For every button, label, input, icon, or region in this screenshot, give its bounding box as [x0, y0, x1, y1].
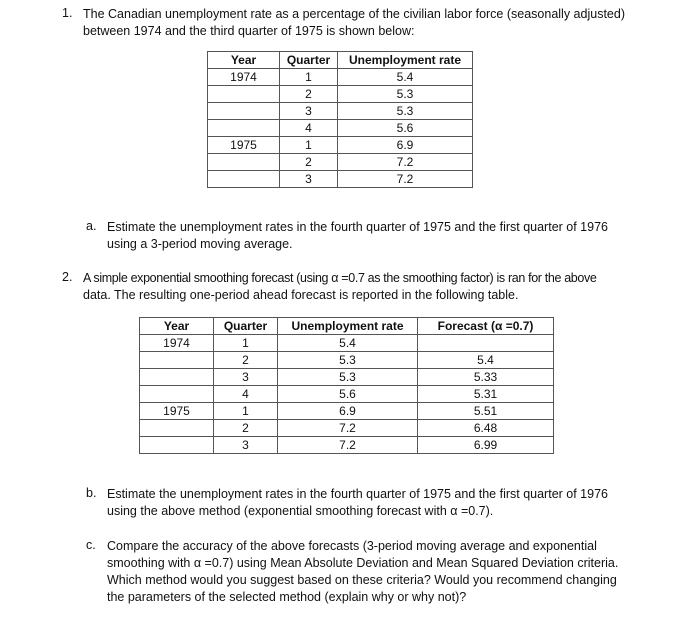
cell-rate: 7.2	[278, 420, 418, 437]
header-quarter: Quarter	[280, 52, 338, 69]
subquestion-c-label: c.	[86, 538, 96, 552]
cell-rate: 5.3	[278, 352, 418, 369]
subquestion-a-line-2: using a 3-period moving average.	[107, 237, 293, 251]
cell-rate: 6.9	[338, 137, 473, 154]
cell-quarter: 4	[280, 120, 338, 137]
cell-rate: 5.4	[278, 335, 418, 352]
cell-year	[140, 420, 214, 437]
cell-forecast: 5.4	[418, 352, 554, 369]
table-row	[140, 386, 554, 403]
cell-year	[208, 86, 280, 103]
question-2-number: 2.	[62, 270, 73, 284]
question-1-line-2: between 1974 and the third quarter of 1975 is shown below:	[83, 24, 415, 38]
cell-year: 1975	[140, 403, 214, 420]
question-1-number: 1.	[62, 6, 73, 20]
cell-rate: 5.3	[338, 103, 473, 120]
cell-quarter: 2	[214, 420, 278, 437]
question-2-text	[83, 270, 688, 304]
header-forecast: Forecast (α =0.7)	[418, 318, 554, 335]
table-row	[208, 86, 473, 103]
subquestion-b-line-1: Estimate the unemployment rates in the fourth quarter of 1975 and the first quarter of 1976	[107, 487, 608, 501]
cell-year: 1974	[208, 69, 280, 86]
cell-year	[140, 369, 214, 386]
question-1-text	[83, 6, 683, 40]
table-row	[140, 352, 554, 369]
subquestion-c-line-4: the parameters of the selected method (explain why or why not)?	[107, 590, 467, 604]
header-unemployment-rate: Unemployment rate	[278, 318, 418, 335]
cell-quarter: 3	[280, 171, 338, 188]
table-row	[208, 103, 473, 120]
cell-quarter: 1	[280, 69, 338, 86]
table-row	[140, 335, 554, 352]
cell-forecast: 5.33	[418, 369, 554, 386]
table-row	[208, 154, 473, 171]
cell-year	[140, 437, 214, 454]
cell-year: 1974	[140, 335, 214, 352]
cell-quarter: 3	[280, 103, 338, 120]
table-header-row	[208, 52, 473, 69]
subquestion-c-line-2: smoothing with α =0.7) using Mean Absolute Deviation and Mean Squared Deviation criteria.	[107, 556, 619, 570]
cell-quarter: 2	[280, 86, 338, 103]
cell-forecast: 6.99	[418, 437, 554, 454]
cell-rate: 5.6	[338, 120, 473, 137]
subquestion-a-line-1: Estimate the unemployment rates in the fourth quarter of 1975 and the first quarter of 1976	[107, 220, 608, 234]
cell-quarter: 2	[280, 154, 338, 171]
cell-rate: 5.3	[338, 86, 473, 103]
cell-forecast: 6.48	[418, 420, 554, 437]
cell-year	[140, 352, 214, 369]
subquestion-b-line-2: using the above method (exponential smoothing forecast with α =0.7).	[107, 504, 494, 518]
subquestion-c-line-3: Which method would you suggest based on these criteria? Would you recommend changing	[107, 573, 617, 587]
table-row	[208, 69, 473, 86]
table-row	[208, 137, 473, 154]
cell-rate: 6.9	[278, 403, 418, 420]
cell-year	[208, 171, 280, 188]
cell-year	[208, 103, 280, 120]
forecast-table	[139, 317, 554, 454]
table-row	[140, 369, 554, 386]
table-row	[140, 437, 554, 454]
subquestion-c-line-1: Compare the accuracy of the above forecasts (3-period moving average and exponential	[107, 539, 597, 553]
cell-rate: 7.2	[338, 171, 473, 188]
cell-quarter: 1	[214, 335, 278, 352]
cell-year: 1975	[208, 137, 280, 154]
cell-year	[208, 154, 280, 171]
subquestion-a-label: a.	[86, 219, 97, 233]
cell-quarter: 3	[214, 369, 278, 386]
table-header-row	[140, 318, 554, 335]
header-year: Year	[140, 318, 214, 335]
table-row	[208, 120, 473, 137]
cell-rate: 5.3	[278, 369, 418, 386]
header-year: Year	[208, 52, 280, 69]
question-2-line-2: data. The resulting one-period ahead forecast is reported in the following table.	[83, 288, 519, 302]
question-1-line-1: The Canadian unemployment rate as a percentage of the civilian labor force (seasonally adjusted)	[83, 7, 625, 21]
cell-forecast	[418, 335, 554, 352]
header-quarter: Quarter	[214, 318, 278, 335]
subquestion-b-label: b.	[86, 486, 97, 500]
table-row	[208, 171, 473, 188]
unemployment-table	[207, 51, 473, 188]
cell-rate: 7.2	[278, 437, 418, 454]
question-2-line-1: A simple exponential smoothing forecast (using α =0.7 as the smoothing factor) is ran for the above	[83, 271, 597, 285]
cell-forecast: 5.31	[418, 386, 554, 403]
cell-quarter: 4	[214, 386, 278, 403]
cell-forecast: 5.51	[418, 403, 554, 420]
subquestion-c-text	[107, 538, 689, 606]
subquestion-a-text	[107, 219, 687, 253]
cell-rate: 5.6	[278, 386, 418, 403]
table-row	[140, 420, 554, 437]
cell-quarter: 1	[214, 403, 278, 420]
cell-quarter: 2	[214, 352, 278, 369]
header-unemployment-rate: Unemployment rate	[338, 52, 473, 69]
subquestion-b-text	[107, 486, 687, 520]
cell-quarter: 3	[214, 437, 278, 454]
table-row	[140, 403, 554, 420]
cell-quarter: 1	[280, 137, 338, 154]
cell-year	[208, 120, 280, 137]
cell-rate: 7.2	[338, 154, 473, 171]
cell-year	[140, 386, 214, 403]
cell-rate: 5.4	[338, 69, 473, 86]
